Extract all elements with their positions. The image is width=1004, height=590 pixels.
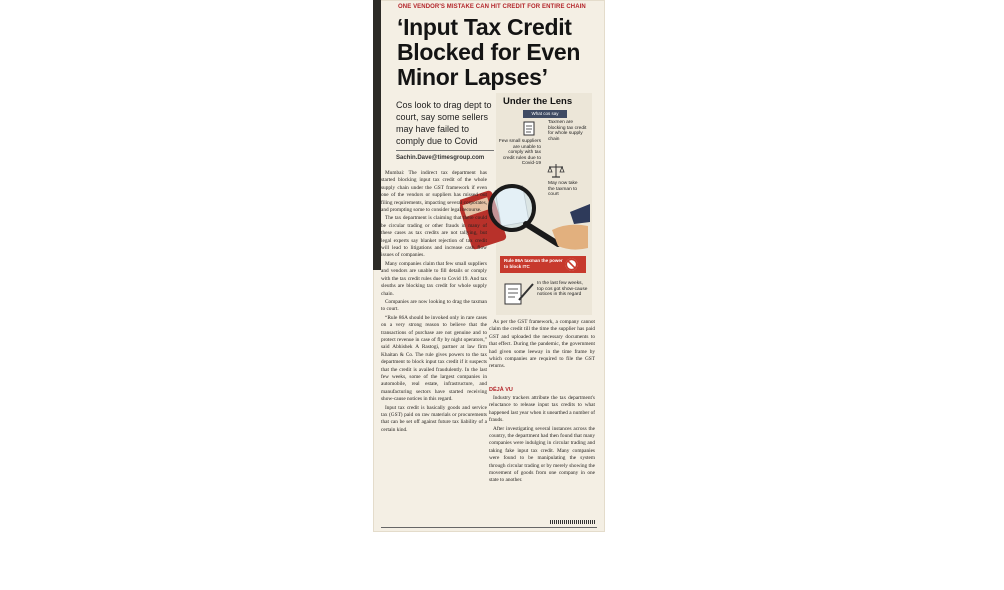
paragraph: Industry trackers attribute the tax department's reluctance to release input tax credits to what happened last year when it unearthed a number of frauds. bbox=[489, 395, 595, 424]
bottom-rule bbox=[381, 527, 597, 528]
paragraph: After investigating several instances across the country, the department had then found that many companies were indulging in circular trading and taking fake input tax credit. Many companies were found to be manipulating the system through circular trading or by merely showing the movement of goods from one company in one state to another. bbox=[489, 425, 595, 484]
sidebar-item-notices: In the last few weeks, top cos got show-cause notices in this regard bbox=[537, 281, 588, 298]
paragraph: Many companies claim that few small suppliers and vendors are unable to fill details or comply with the tax credit rules due to Covid 19. And tax sleuths are blocking tax credit for whole supply chain. bbox=[381, 260, 487, 297]
headline: ‘Input Tax Credit Blocked for Even Minor Lapses’ bbox=[397, 14, 581, 90]
byline: Sachin.Dave@timesgroup.com bbox=[396, 155, 485, 161]
paragraph: Input tax credit is basically goods and service tax (GST) paid on raw materials or procurements that can be set off against future tax liability of a certain kind. bbox=[381, 404, 487, 433]
divider bbox=[396, 150, 494, 151]
paragraph: As per the GST framework, a company cannot claim the credit till the time the supplier has paid GST and uploaded the necessary documents to that effect. During the pandemic, the government had given some leeway in the time frame by which companies are required to file the GST returns. bbox=[489, 319, 595, 370]
sidebar-title: Under the Lens bbox=[503, 96, 573, 107]
document-icon bbox=[522, 121, 538, 137]
section-label: DÉJÀ VU bbox=[489, 387, 513, 393]
sidebar-subtitle: What cos say bbox=[523, 110, 567, 118]
sidebar-item-suppliers: Few small suppliers are unable to comply with tax credit rules due to Covid-19 bbox=[498, 139, 541, 167]
sidebar-item-court: May now take the taxman to court bbox=[548, 181, 578, 198]
notice-pen-icon bbox=[503, 280, 535, 306]
barcode bbox=[550, 520, 596, 524]
scan-edge bbox=[373, 0, 381, 270]
body-column-2b bbox=[489, 395, 595, 519]
paragraph: “Rule 86A should be invoked only in rare cases on a very strong reason to believe that the transactions of purchase are not genuine and to protect revenue in case of fly by night operators,” said Abhishek A Rastogi, partner at law firm Khaitan & Co. The rule gives powers to the tax department to block input tax credit if it suspects that the credit is availed fraudulently. In the last few weeks, some of the largest companies in automobile, real estate, infrastructure, and manufacturing sectors have started receiving show-cause notices in this regard. bbox=[381, 314, 487, 403]
scales-icon bbox=[547, 163, 565, 179]
dek: Cos look to drag dept to court, say some sellers may have failed to comply due to Covid bbox=[396, 100, 492, 146]
body-column-2a bbox=[489, 319, 595, 385]
paragraph: Companies are now looking to drag the taxman to court. bbox=[381, 298, 487, 313]
sidebar-item-taxmen: Taxmen are blocking tax credit for whole supply chain bbox=[548, 120, 587, 142]
prohibited-icon bbox=[564, 257, 579, 272]
paragraph: The tax department is claiming that there could be circular trading or other frauds in many of these cases as tax credits are not tallying, but legal experts say blanket rejection of tax credit will lead to litigations and increase cash flow issues of companies. bbox=[381, 215, 487, 259]
kicker: ONE VENDOR'S MISTAKE CAN HIT CREDIT FOR ENTIRE CHAIN bbox=[398, 4, 586, 10]
paragraph: Mumbai: The indirect tax department has started blocking input tax credit of the whole supply chain under the GST framework if even one of the vendors or suppliers has missed out filing requirements, impacting several corporates, and prompting some to consider legal recourse. bbox=[381, 170, 487, 214]
rule-badge-text: Rule 86A taxman the power to block ITC bbox=[504, 258, 563, 269]
body-column-1 bbox=[381, 170, 487, 520]
